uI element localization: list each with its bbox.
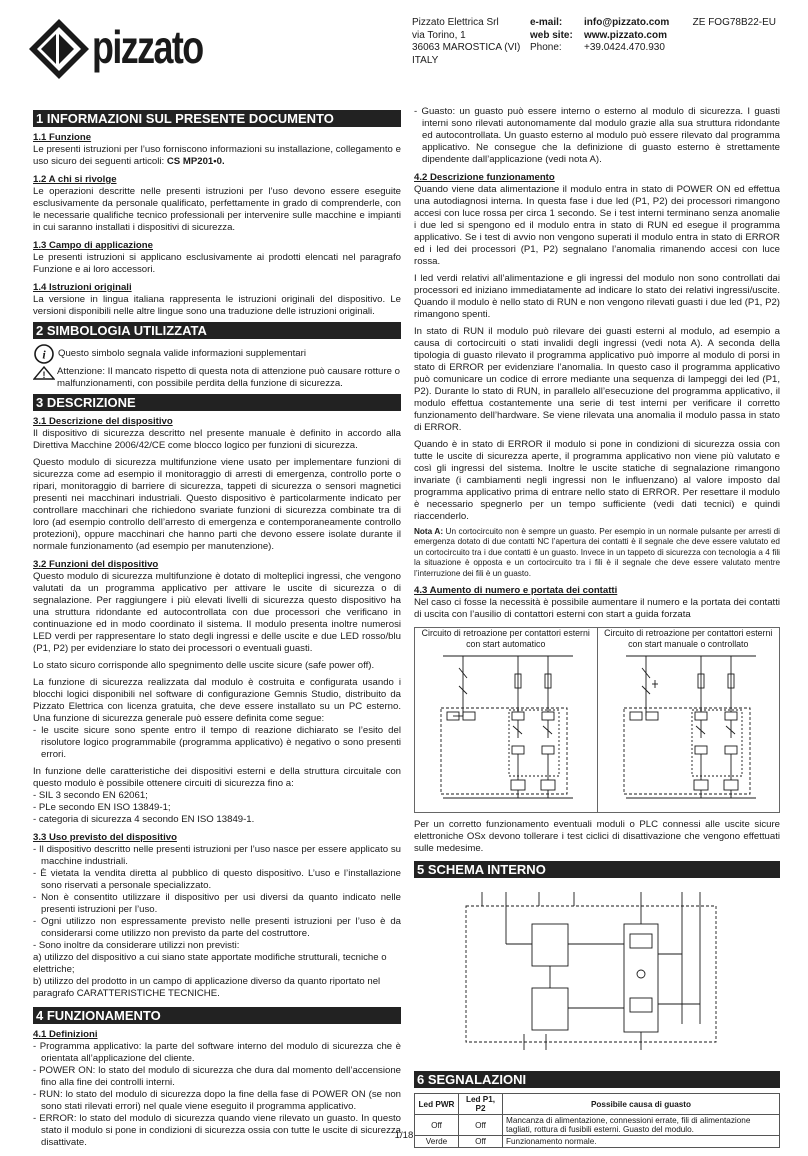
paragraph: Le operazioni descritte nelle presenti istruzioni per l’uso devono essere eseguite esclusivamente da personale qualificato, perfettamente in grado di comprenderle, con le necessarie qualifiche tecnico professionali per intervenire sulle macchine e impianti in cui saranno installati i dispositivi di sicurezza. bbox=[33, 186, 401, 233]
paragraph: Questo modulo di sicurezza multifunzione viene usato per implementare funzioni di sicurezza come ad esempio il monitoraggio di arresti di emergenza, controllo porte o ripari, monitoraggio di barriere di sicurezza, tappeti di sicurezza o sensori magnetici presenti nei macchinari industriali. Questo dispositivo è particolarmente indicato per controllare macchinari che richiedono svariate funzioni di sicurezza combinate tra di loro (ad esempio controllo dell’arresto di emergenza e contemporaneamente controllo protezioni), oppure macchinari che hanno parti che devono essere isolate durante il normale funzionamento (ad esempio per manutenzione). bbox=[33, 457, 401, 552]
circuit-auto-start bbox=[415, 628, 598, 812]
svg-text:!: ! bbox=[42, 370, 46, 380]
circuit-diagram bbox=[423, 650, 587, 808]
subsection-title: 3.2 Funzioni del dispositivo bbox=[33, 559, 159, 570]
list-item: - SIL 3 secondo EN 62061; bbox=[33, 790, 148, 801]
right-column bbox=[414, 106, 780, 1148]
note-label: Nota A: bbox=[414, 527, 444, 536]
circuit-caption: Circuito di retroazione per contattori esterni con start manuale o controllato bbox=[604, 628, 773, 650]
email-link[interactable]: info@pizzato.com bbox=[584, 17, 670, 28]
internal-schema-diagram bbox=[414, 884, 780, 1067]
table-cell: Off bbox=[415, 1115, 459, 1136]
list-item: - PLe secondo EN ISO 13849-1; bbox=[33, 802, 171, 813]
column-header: Led PWR bbox=[415, 1094, 459, 1115]
company-contact bbox=[530, 17, 669, 55]
warning-text: Attenzione: Il mancato rispetto di questa nota di attenzione può causare rotture o malfunzionamenti, con possibile perdita della funzione di sicurezza. bbox=[57, 366, 400, 389]
list-item: - Guasto: un guasto può essere interno o esterno al modulo di sicurezza. I guasti interni sono rilevati autonomamente dal modulo grazie alla sua struttura ridondante ed autocontrollata. Un guasto esterno al modulo può essere rilevato dal programma applicativo. Ne consegue che la definizione di guasto esterno è strettamente dipendente dall’applicazione (vedi nota A). bbox=[414, 106, 780, 165]
paragraph: Quando è in stato di ERROR il modulo si pone in condizioni di sicurezza ossia con tutte le uscite di sicurezza aperte, il programma applicativo non viene più valutato e così gli ingressi del sistema. Inoltre le uscite statiche di segnalazione rimangono invariate (i cambiamenti negli ingressi non le influenzano) al valore imposto dal programma applicativo prima di entrare nello stato di ERROR. Per resettare il modulo è necessario spegnerlo per un tempo sufficiente (vedi dati tecnici) e quindi riaccenderlo. bbox=[414, 439, 780, 522]
feedback-circuits bbox=[414, 627, 780, 813]
paragraph: Questo modulo di sicurezza multifunzione è dotato di molteplici ingressi, che vengono valutati da un programma applicativo per attivare le uscite di sicurezza o di segnalazione. Per raggiungere i più elevati livelli di sicurezza questo dispositivo ha una struttura ridondante ed autocontrollata con due processori che verificano in continuazione ed in modo coordinato il sistema. Il modulo presenta inoltre numerosi LED verdi per rappresentare lo stato degli ingressi e delle uscite e due LED rosso/blu (P1, P2) per evidenziare lo stato dei processori o eventuali guasti. bbox=[33, 571, 401, 654]
subsection-title: 1.3 Campo di applicazione bbox=[33, 240, 153, 251]
subsection-title: 4.1 Definizioni bbox=[33, 1029, 98, 1040]
subsection-title: 1.4 Istruzioni originali bbox=[33, 282, 132, 293]
pizzato-diamond-icon bbox=[28, 18, 90, 80]
warning-note bbox=[33, 366, 401, 390]
website-link[interactable]: www.pizzato.com bbox=[584, 29, 667, 41]
paragraph: Per un corretto funzionamento eventuali moduli o PLC connessi alle uscite sicure elettroniche OSx devono tollerare i test ciclici di disattivazione che vengono effettuati sulle medesime. bbox=[414, 819, 780, 855]
contact-label: e-mail: bbox=[530, 17, 563, 28]
phone-number: +39.0424.470.930 bbox=[584, 42, 665, 54]
list-item: - È vietata la vendita diretta al pubblico di questo dispositivo. L’uso e l’installazione sono riservati a personale specializzato. bbox=[33, 868, 401, 891]
list-item: - POWER ON: lo stato del modulo di sicurezza che dura dal momento dell’accensione fino alla fine dei controlli interni. bbox=[33, 1065, 401, 1088]
address-line: Pizzato Elettrica Srl bbox=[412, 17, 499, 28]
section-title: 1 INFORMAZIONI SUL PRESENTE DOCUMENTO bbox=[33, 110, 401, 127]
info-note bbox=[33, 344, 401, 364]
document-code: ZE FOG78B22-EU bbox=[692, 17, 776, 28]
table-header-row bbox=[415, 1094, 780, 1115]
list-item: - categoria di sicurezza 4 secondo EN ISO 13849-1. bbox=[33, 814, 255, 825]
product-code: CS MP201•0. bbox=[166, 156, 225, 167]
paragraph: Il dispositivo di sicurezza descritto nel presente manuale è definito in accordo alla Direttiva Macchine 2006/42/CE come blocco logico per funzioni di sicurezza. bbox=[33, 428, 401, 451]
paragraph: Nel caso ci fosse la necessità è possibile aumentare il numero e la portata dei contatti di uscita con l’ausilio di contattori esterni con start a guida forzata bbox=[414, 597, 780, 621]
pizzato-logo bbox=[28, 18, 228, 82]
list-item: - RUN: lo stato del modulo di sicurezza dopo la fine della fase di POWER ON (se non sono stati rilevati errori) nel quale viene eseguito il programma applicativo. bbox=[33, 1089, 401, 1112]
section-title: 2 SIMBOLOGIA UTILIZZATA bbox=[33, 322, 401, 339]
left-column bbox=[33, 106, 401, 1149]
paragraph bbox=[33, 144, 401, 168]
contact-label: Phone: bbox=[530, 42, 562, 54]
circuit-manual-start bbox=[598, 628, 780, 812]
paragraph: Le presenti istruzioni si applicano esclusivamente ai prodotti elencati nel paragrafo Funzione e ai loro accessori. bbox=[33, 252, 401, 275]
paragraph: La funzione di sicurezza realizzata dal modulo è costruita e configurata usando i blocchi logici disponibili nel software di configurazione Gemnis Studio, distribuito da Pizzato Elettrica con licenza gratuita, che deve essere installato su un PC esterno. Una funzione di sicurezza generale può essere definita come segue: bbox=[33, 677, 401, 724]
list-item: - Sono inoltre da considerare utilizzi non previsti: bbox=[33, 940, 240, 951]
info-icon bbox=[33, 344, 55, 364]
block-diagram bbox=[414, 884, 780, 1062]
page-number: 1/18 bbox=[394, 1130, 414, 1141]
paragraph: In stato di RUN il modulo può rilevare dei guasti esterni al modulo, ad esempio a causa di cortocircuiti o stati invalidi degli ingressi (vedi nota A). A seconda della tipologia di guasto rilevato il programma applicativo può imporre al modulo di porsi in stato di ERROR per evidenziare l’anomalia. In questo caso il programma applicativo può comunicare un codice di errore mediante una sequenza di lampeggi dei led (P1, P2). Durante lo stato di RUN, in parallelo all’esecuzione del programma applicativo, il modulo effettua costantemente una serie di test interni per verificare il corretto funzionamento dell’hardware. Se viene rilevata una anomalia il modulo passa in stato di ERROR. bbox=[414, 326, 780, 433]
info-text: Questo simbolo segnala valide informazioni supplementari bbox=[58, 348, 306, 359]
circuit-diagram bbox=[606, 650, 770, 808]
list-item: b) utilizzo del prodotto in un campo di applicazione diverso da quanto riportato nel paragrafo CARATTERISTICHE TECNICHE. bbox=[33, 976, 381, 999]
note-text: Un cortocircuito non è sempre un guasto. Per esempio in un normale pulsante per arresti di emergenza dotato di due contatti NC l’apertura dei contatti è il segnale che deve essere valutato ed un cortocircuito tra i due contatti è un guasto. Invece in un tappeto di sicurezza con tecnologia a 4 fili la situazione è opposta e un cortocircuito tra i fili è il segnale che deve essere valutato mentre l’interruzione dei fili è un guasto. bbox=[414, 527, 780, 578]
list-item: a) utilizzo del dispositivo a cui siano state apportate modifiche strutturali, tecniche o elettriche; bbox=[33, 952, 387, 975]
list-item: - Programma applicativo: la parte del software interno del modulo di sicurezza che è orientata all’applicazione del cliente. bbox=[33, 1041, 401, 1064]
table-cell: Off bbox=[459, 1115, 503, 1136]
svg-text:i: i bbox=[42, 347, 46, 362]
paragraph: Lo stato sicuro corrisponde allo spegnimento delle uscite sicure (safe power off). bbox=[33, 660, 375, 671]
list-item: - ERROR: lo stato del modulo di sicurezza quando viene rilevato un guasto. In questo stato il modulo si pone in condizioni di sicurezza ossia con tutte le uscite di sicurezza disattivate. bbox=[33, 1113, 401, 1148]
table-cell: Mancanza di alimentazione, connessioni errate, fili di alimentazione tagliati, rottura di fusibili esterni. Guasto del modulo. bbox=[503, 1115, 780, 1136]
address-line: 36063 MAROSTICA (VI) bbox=[412, 42, 521, 54]
section-title: 4 FUNZIONAMENTO bbox=[33, 1007, 401, 1024]
subsection-title: 3.3 Uso previsto del dispositivo bbox=[33, 832, 177, 843]
address-line: ITALY bbox=[412, 54, 439, 66]
paragraph: I led verdi relativi all’alimentazione e gli ingressi del modulo non sono controllati dai processori ed iniziano immediatamente ad indicare lo stato dei relativi ingressi/uscite. Quando il modulo è nello stato di RUN e non vengono rilevati guasti i due led (P1, P2) rimangono spenti. bbox=[414, 273, 780, 320]
subsection-title: 1.1 Funzione bbox=[33, 132, 92, 143]
paragraph: In funzione delle caratteristiche dei dispositivi esterni e della struttura circuitale con questo modulo è possibile ottenere circuiti di sicurezza fino a: bbox=[33, 766, 401, 789]
company-address bbox=[412, 17, 520, 67]
column-header: Possibile causa di guasto bbox=[503, 1094, 780, 1115]
list-item: - Ogni utilizzo non espressamente previsto nelle presenti istruzioni per l’uso è da considerarsi come utilizzo non previsto da parte del costruttore. bbox=[33, 916, 401, 939]
list-item: - le uscite sicure sono spente entro il tempo di reazione dichiarato se l’esito del risolutore logico programmabile (programma applicativo) è negativo o sono presenti errori. bbox=[33, 725, 401, 760]
table-cell: Funzionamento normale. bbox=[503, 1136, 780, 1148]
table-cell: Off bbox=[459, 1136, 503, 1148]
list-item: - Il dispositivo descritto nelle presenti istruzioni per l’uso nasce per essere applicato su macchine industriali. bbox=[33, 844, 401, 867]
paragraph: Quando viene data alimentazione il modulo entra in stato di POWER ON ed effettua una autodiagnosi interna. In questa fase i due led (P1, P2) dei processori rimangono accesi con luce rossa per circa 1 secondo. Se i test interni terminano senza anomalie i due led si spengono ed il modulo entra in stato di RUN ed esegue il programma applicativo. Se i test di avvio non vengono superati il modulo entra in stato di ERROR ed i led dei processori (P1, P2) segnalano l’anomalia rimanendo accesi con luce rossa. bbox=[414, 184, 780, 267]
table-cell: Verde bbox=[415, 1136, 459, 1148]
list-item: - Non è consentito utilizzare il dispositivo per usi diversi da quanto indicato nelle presenti istruzioni per l’uso. bbox=[33, 892, 401, 915]
circuit-caption: Circuito di retroazione per contattori esterni con start automatico bbox=[421, 628, 590, 650]
warning-icon bbox=[33, 366, 55, 380]
section-title: 3 DESCRIZIONE bbox=[33, 394, 401, 411]
page-header bbox=[0, 0, 808, 100]
text: Le presenti istruzioni per l’uso forniscono informazioni su installazione, collegamento e uso sicuro dei seguenti articoli: bbox=[33, 144, 401, 167]
note bbox=[414, 527, 780, 579]
contact-label: web site: bbox=[530, 29, 573, 41]
subsection-title: 1.2 A chi si rivolge bbox=[33, 174, 117, 185]
section-title: 5 SCHEMA INTERNO bbox=[414, 861, 780, 878]
subsection-title: 4.2 Descrizione funzionamento bbox=[414, 172, 555, 183]
brand-name: pizzato bbox=[92, 21, 203, 73]
section-title: 6 SEGNALAZIONI bbox=[414, 1071, 780, 1088]
column-header: Led P1, P2 bbox=[459, 1094, 503, 1115]
subsection-title: 4.3 Aumento di numero e portata dei contatti bbox=[414, 585, 618, 597]
address-line: via Torino, 1 bbox=[412, 29, 466, 41]
paragraph: La versione in lingua italiana rappresenta le istruzioni originali del dispositivo. Le versioni disponibili nelle altre lingue sono una traduzione delle istruzioni originali. bbox=[33, 294, 401, 317]
subsection-title: 3.1 Descrizione del dispositivo bbox=[33, 416, 173, 427]
